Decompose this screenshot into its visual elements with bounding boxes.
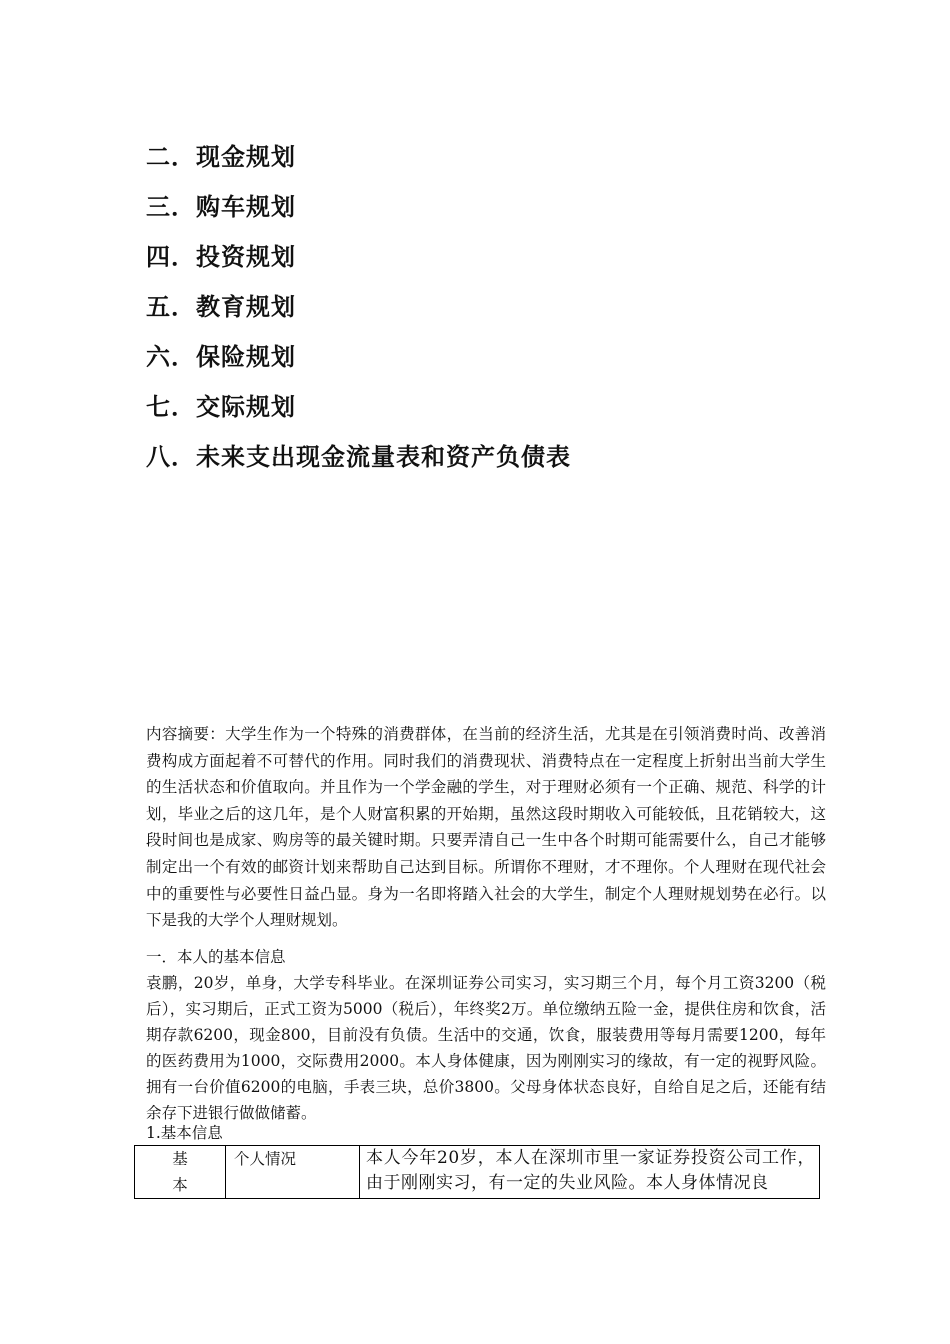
basic-info-paragraph: 袁鹏，20岁，单身，大学专科毕业。在深圳证券公司实习，实习期三个月，每个月工资3200（税后），实习期后，正式工资为5000（税后），年终奖2万。单位缴纳五险一金，提供住房和饮食，活期存款6200，现金800，目前没有负债。生活中的交通，饮食，服装费用等每月需要1200，每年的医药费用为1000，交际费用2000。本人身体健康，因为刚刚实习的缘故，有一定的视野风险。拥有一台价值6200的电脑，手表三块，总价3800。父母身体状态良好，自给自足之后，还能有结余存下进银行做做储蓄。	[146, 974, 826, 1122]
subsection-title: 1.基本信息	[146, 1124, 223, 1142]
heading-social-planning: 七．交际规划	[146, 393, 296, 421]
category-char: 本	[172, 1176, 188, 1194]
heading-investment-planning: 四．投资规划	[146, 243, 296, 271]
heading-cash-planning: 二．现金规划	[146, 143, 296, 171]
heading-car-planning: 三．购车规划	[146, 193, 296, 221]
heading-cashflow-balance-sheet: 八．未来支出现金流量表和资产负债表	[146, 443, 571, 471]
heading-insurance-planning: 六．保险规划	[146, 343, 296, 371]
table-cell-category	[135, 1146, 226, 1199]
heading-education-planning: 五．教育规划	[146, 293, 296, 321]
category-char: 基	[172, 1150, 188, 1168]
outline-headings	[146, 132, 571, 482]
table-cell-item: 个人情况	[226, 1146, 360, 1199]
abstract-paragraph: 内容摘要：大学生作为一个特殊的消费群体，在当前的经济生活，尤其是在引领消费时尚、改善消费构成方面起着不可替代的作用。同时我们的消费现状、消费特点在一定程度上折射出当前大学生的生活状态和价值取向。并且作为一个学金融的学生，对于理财必须有一个正确、规范、科学的计划，毕业之后的这几年，是个人财富积累的开始期，虽然这段时期收入可能较低，且花销较大，这段时间也是成家、购房等的最关键时期。只要弄清自己一生中各个时期可能需要什么，自己才能够制定出一个有效的邮资计划来帮助自己达到目标。所谓你不理财，才不理你。个人理财在现代社会中的重要性与必要性日益凸显。身为一名即将踏入社会的大学生，制定个人理财规划势在必行。以下是我的大学个人理财规划。	[146, 725, 826, 930]
section-title-basic-info: 一．本人的基本信息	[146, 948, 286, 966]
table-cell-detail: 本人今年20岁，本人在深圳市里一家证券投资公司工作，由于刚刚实习，有一定的失业风险。本人身体情况良	[360, 1146, 820, 1199]
table-row	[135, 1146, 820, 1199]
basic-info-table	[134, 1145, 820, 1199]
